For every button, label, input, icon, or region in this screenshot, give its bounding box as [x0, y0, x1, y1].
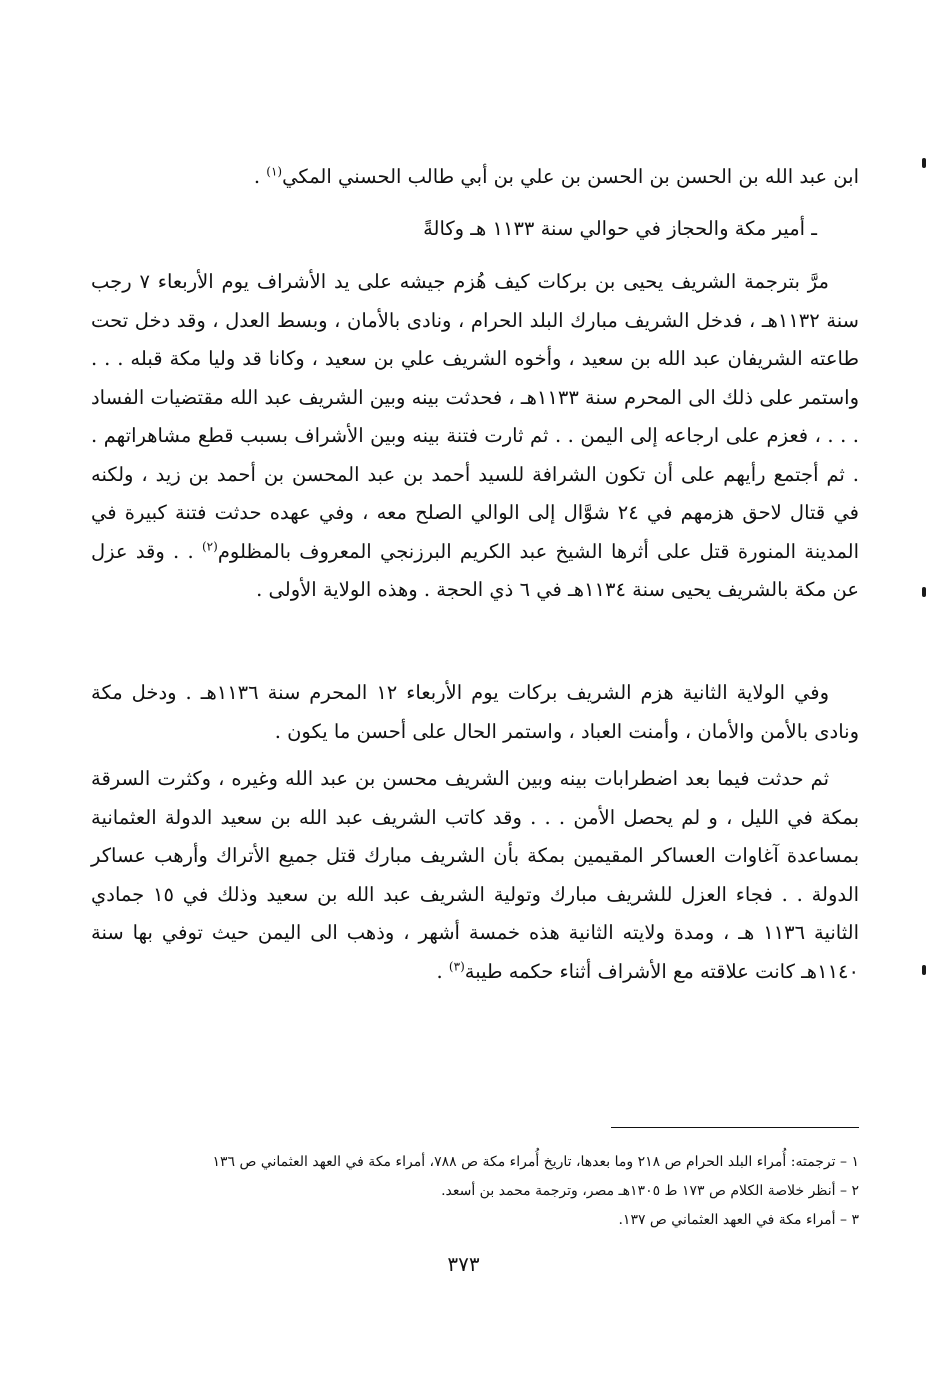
- paragraph-first-reign: [91, 263, 859, 610]
- footnote-3: ٣ – أمراء مكة في العهد العثماني ص ١٣٧.: [618, 1212, 859, 1228]
- intro-line: [91, 160, 859, 194]
- footnote-ref-2: (٢): [201, 539, 218, 553]
- paragraph-text: مرَّ بترجمة الشريف يحيى بن بركات كيف هُزم جيشه على يد الأشراف يوم الأربعاء ٧ رجب سنة ١١٣٢هـ ، فدخل الشريف مبارك البلد الحرام ، ونادى بالأمان ، وبسط العدل ، وقد دخل تحت طاعته الشريفان عبد الله بن سعيد ، وأخوه الشريف علي بن سعيد ، وكانا قد وليا مكة قبله . . . واستمر على ذلك الى المحرم سنة ١١٣٣هـ ، فحدثت بينه وبين الشريف عبد الله مقتضيات الفساد . . . ، فعزم على ارجاعه إلى اليمن . . ثم ثارت فتنة بينه وبين الأشراف بسبب قطع مشاهراتهم . . ثم أجتمع رأيهم على أن تكون الشرافة للسيد أحمد بن عبد المحسن بن أحمد بن زيد ، ولكنه في قتال لاحق هزمهم في ٢٤ شوَّال إلى الوالي الصلح معه ، وفي عهده حدثت فتنة كبيرة في المدينة المنورة قتل على أثرها الشيخ عبد الكريم البرزنجي المعروف بالمظلوم: [91, 270, 859, 563]
- intro-end: .: [253, 165, 267, 188]
- page-number: ٣٧٣: [447, 1252, 480, 1276]
- paragraph-dismissal: [91, 760, 859, 991]
- section-title: ـ أمير مكة والحجاز في حوالي سنة ١١٣٣ هـ وكالةً: [423, 217, 817, 240]
- margin-mark: [922, 965, 926, 975]
- footnote-ref-3: (٣): [448, 959, 465, 973]
- paragraph-text-after: . . وقد عزل عن مكة بالشريف يحيى سنة ١١٣٤هـ في ٦ ذي الحجة . وهذه الولاية الأولى .: [91, 539, 859, 601]
- footnote-2: ٢ – أنظر خلاصة الكلام ص ١٧٣ ط ١٣٠٥هـ مصر، وترجمة محمد بن أسعد.: [441, 1183, 859, 1199]
- paragraph-text-after: .: [436, 959, 449, 983]
- paragraph-text: ثم حدثت فيما بعد اضطرابات بينه وبين الشريف محسن بن عبد الله وغيره ، وكثرت السرقة بمكة في الليل ، و لم يحصل الأمن . . . وقد كاتب الشريف عبد الله بن سعيد الدولة العثمانية بمساعدة آغاوات العساكر المقيمين بمكة بأن الشريف مبارك قتل جميع الأتراك وأرهب عساكر الدولة . . فجاء العزل للشريف مبارك وتولية الشريف عبد الله بن سعيد وذلك في ١٥ جمادي الثانية ١١٣٦ هـ ، ومدة ولايته الثانية هذه خمسة أشهر ، وذهب الى اليمن حيث توفي بها سنة ١١٤٠هـ كانت علاقته مع الأشراف أثناء حكمه طيبة: [91, 767, 859, 983]
- paragraph-second-reign: [91, 674, 859, 751]
- footnote-ref-1: (١): [266, 164, 283, 179]
- intro-text: ابن عبد الله بن الحسن بن الحسن بن علي بن أبي طالب الحسني المكي: [282, 165, 859, 188]
- footnote-1: ١ – ترجمته: أُمراء البلد الحرام ص ٢١٨ وما بعدها، تاريخ أُمراء مكة ص ٧٨٨، أمراء مكة في العهد العثماني ص ١٣٦: [212, 1154, 859, 1170]
- footnote-divider: [611, 1127, 859, 1128]
- margin-mark: [922, 158, 926, 168]
- paragraph-text: وفي الولاية الثانية هزم الشريف بركات يوم الأربعاء ١٢ المحرم سنة ١١٣٦هـ . ودخل مكة ونادى بالأمن والأمان ، وأمنت العباد ، واستمر الحال على أحسن ما يكون .: [91, 681, 859, 743]
- footnotes: [91, 1148, 859, 1235]
- margin-mark: [922, 587, 926, 597]
